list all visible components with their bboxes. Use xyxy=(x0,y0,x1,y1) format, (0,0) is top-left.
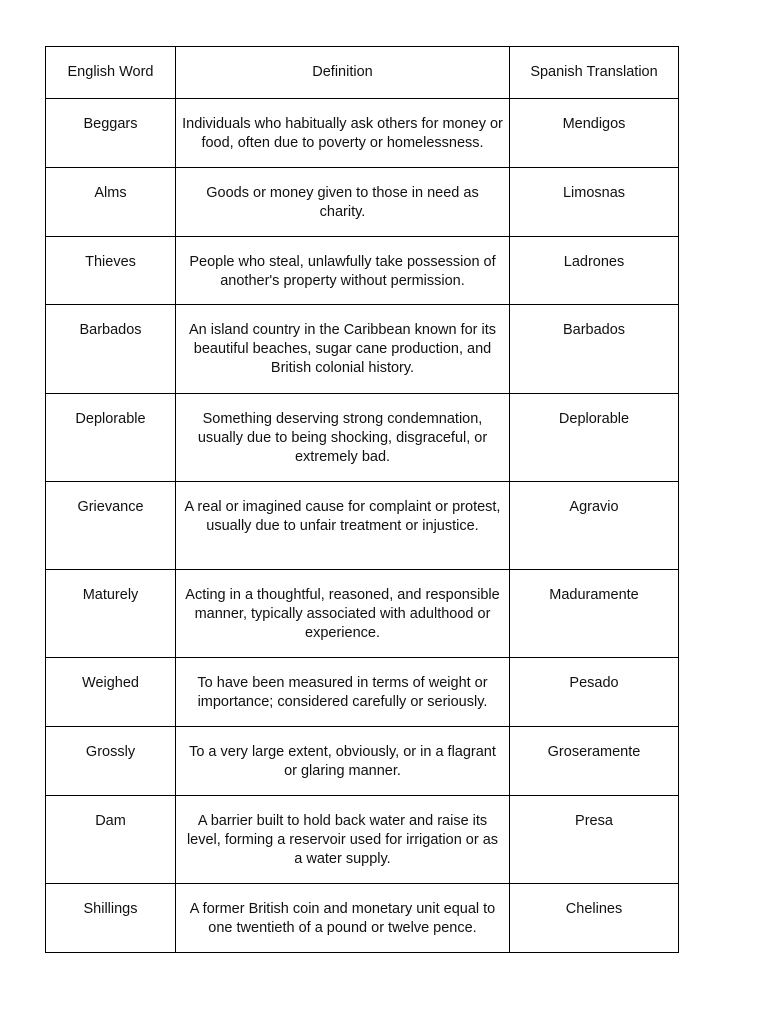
table-row xyxy=(46,305,679,394)
definition-cell: Something deserving strong condemnation, usually due to being shocking, disgraceful, or extremely bad. xyxy=(176,394,510,482)
definition-cell: To a very large extent, obviously, or in a flagrant or glaring manner. xyxy=(176,727,510,796)
english-word-cell: Grievance xyxy=(46,482,176,570)
header-english-word: English Word xyxy=(46,47,176,99)
table-row xyxy=(46,394,679,482)
table-row xyxy=(46,796,679,884)
header-row xyxy=(46,47,679,99)
english-word-cell: Alms xyxy=(46,168,176,237)
definition-cell: An island country in the Caribbean known for its beautiful beaches, sugar cane production, and British colonial history. xyxy=(176,305,510,394)
definition-cell: Individuals who habitually ask others for money or food, often due to poverty or homelessness. xyxy=(176,99,510,168)
english-word-cell: Grossly xyxy=(46,727,176,796)
definition-cell: People who steal, unlawfully take possession of another's property without permission. xyxy=(176,237,510,305)
definition-cell: Acting in a thoughtful, reasoned, and responsible manner, typically associated with adulthood or experience. xyxy=(176,570,510,658)
table-row xyxy=(46,168,679,237)
spanish-translation-cell: Agravio xyxy=(510,482,679,570)
english-word-cell: Dam xyxy=(46,796,176,884)
spanish-translation-cell: Deplorable xyxy=(510,394,679,482)
english-word-cell: Thieves xyxy=(46,237,176,305)
spanish-translation-cell: Maduramente xyxy=(510,570,679,658)
spanish-translation-cell: Barbados xyxy=(510,305,679,394)
spanish-translation-cell: Mendigos xyxy=(510,99,679,168)
spanish-translation-cell: Limosnas xyxy=(510,168,679,237)
spanish-translation-cell: Pesado xyxy=(510,658,679,727)
definition-cell: A barrier built to hold back water and raise its level, forming a reservoir used for irrigation or as a water supply. xyxy=(176,796,510,884)
table-row xyxy=(46,570,679,658)
spanish-translation-cell: Ladrones xyxy=(510,237,679,305)
definition-cell: A real or imagined cause for complaint or protest, usually due to unfair treatment or injustice. xyxy=(176,482,510,570)
spanish-translation-cell: Groseramente xyxy=(510,727,679,796)
table-row xyxy=(46,884,679,953)
table-row xyxy=(46,237,679,305)
definition-cell: A former British coin and monetary unit equal to one twentieth of a pound or twelve pence. xyxy=(176,884,510,953)
header-spanish-translation: Spanish Translation xyxy=(510,47,679,99)
table-row xyxy=(46,658,679,727)
definition-cell: To have been measured in terms of weight or importance; considered carefully or seriously. xyxy=(176,658,510,727)
table-row xyxy=(46,99,679,168)
english-word-cell: Maturely xyxy=(46,570,176,658)
english-word-cell: Beggars xyxy=(46,99,176,168)
english-word-cell: Barbados xyxy=(46,305,176,394)
vocabulary-table xyxy=(45,46,679,953)
table-row xyxy=(46,482,679,570)
table-row xyxy=(46,727,679,796)
english-word-cell: Deplorable xyxy=(46,394,176,482)
spanish-translation-cell: Chelines xyxy=(510,884,679,953)
header-definition: Definition xyxy=(176,47,510,99)
english-word-cell: Shillings xyxy=(46,884,176,953)
spanish-translation-cell: Presa xyxy=(510,796,679,884)
definition-cell: Goods or money given to those in need as charity. xyxy=(176,168,510,237)
english-word-cell: Weighed xyxy=(46,658,176,727)
